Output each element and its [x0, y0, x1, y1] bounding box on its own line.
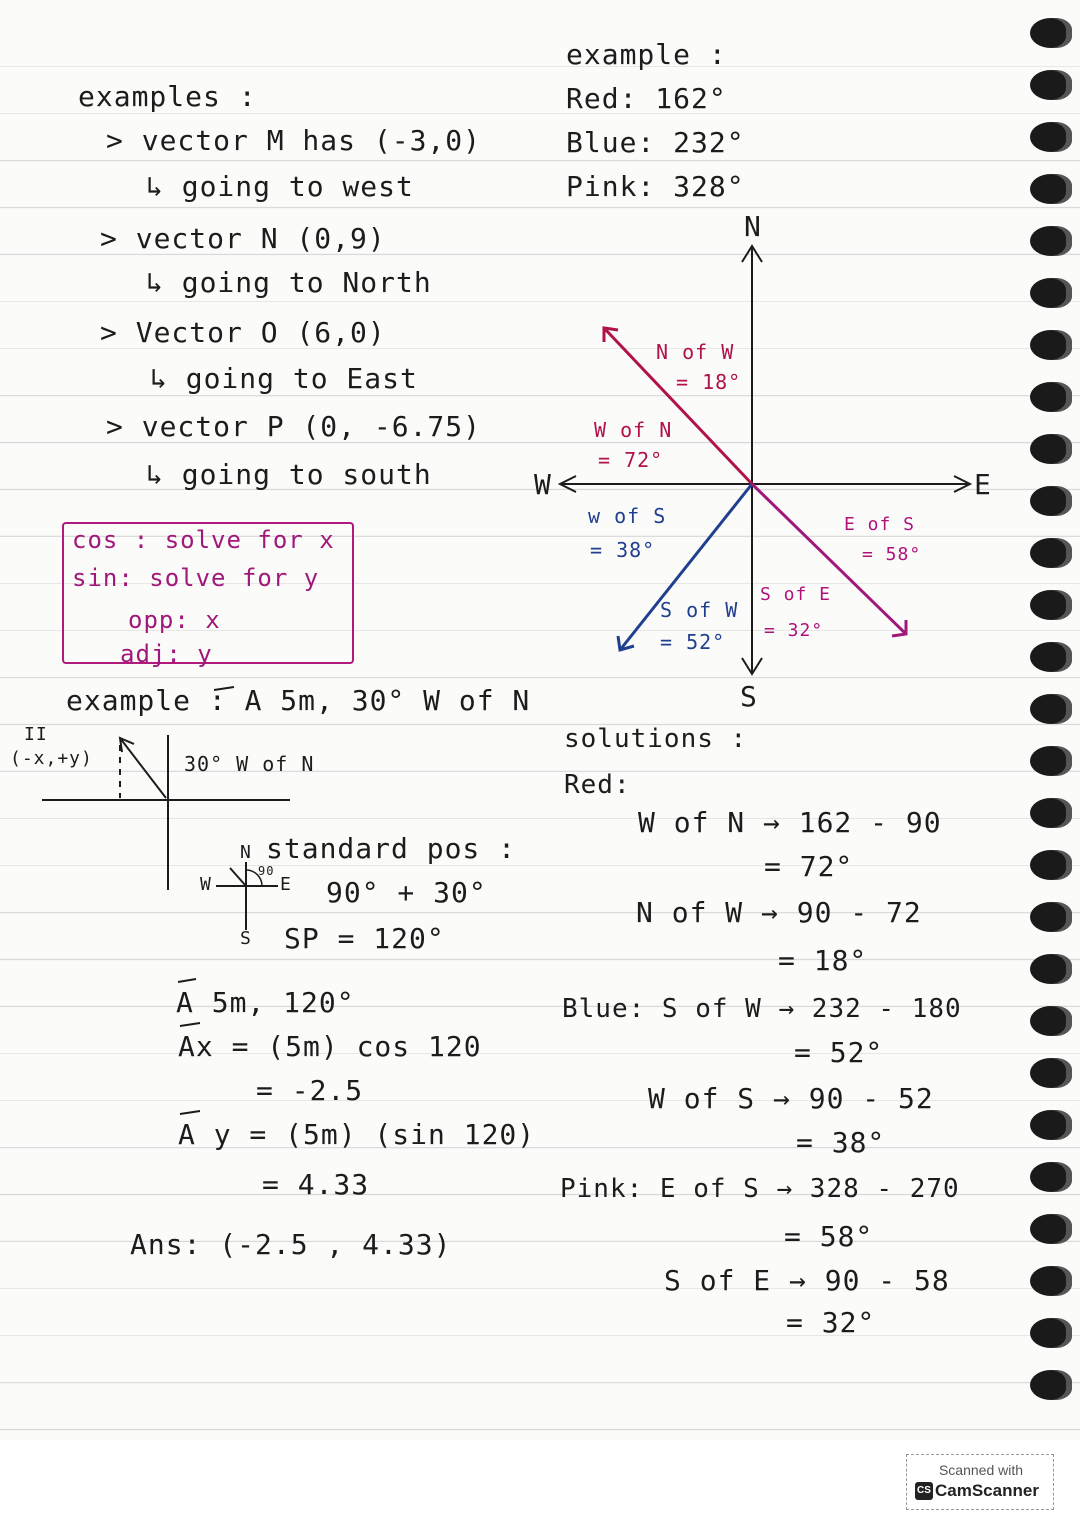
spiral-ring: [1030, 1370, 1072, 1400]
vector-p-line: > vector P (0, -6.75): [106, 410, 482, 443]
final-answer: Ans: (-2.5 , 4.33): [130, 1228, 452, 1261]
blue-solution-line4: = 38°: [796, 1126, 886, 1159]
vector-a-standard: A 5m, 120°: [176, 986, 355, 1019]
compass-s-label: S: [740, 680, 758, 713]
cos-rule: cos : solve for x: [72, 526, 335, 554]
red-solution-title: Red:: [564, 770, 631, 800]
red-solution-line2: = 72°: [764, 850, 854, 883]
mini-compass-n: N: [240, 842, 252, 863]
pink-angle-label: Pink: 328°: [566, 170, 745, 203]
red-angle-label: Red: 162°: [566, 82, 727, 115]
vector-n-direction: ↳ going to North: [146, 266, 432, 299]
mini-compass-e: E: [280, 874, 292, 895]
spiral-ring: [1030, 70, 1072, 100]
spiral-ring: [1030, 954, 1072, 984]
spiral-ring: [1030, 746, 1072, 776]
pink-solution-line4: = 32°: [786, 1306, 876, 1339]
w-of-s-label: w of S: [588, 504, 667, 528]
watermark-line2: CamScanner: [935, 1481, 1039, 1500]
spiral-ring: [1030, 1318, 1072, 1348]
standard-pos-label: standard pos :: [266, 832, 517, 865]
mini-compass-angle: 90: [258, 864, 275, 878]
pink-solution-line1: Pink: E of S → 328 - 270: [560, 1174, 960, 1204]
w-of-n-label: W of N: [594, 418, 673, 442]
vector-mark-a2: [178, 979, 196, 982]
spiral-ring: [1030, 1162, 1072, 1192]
spiral-ring: [1030, 850, 1072, 880]
ay-equation: A y = (5m) (sin 120): [178, 1118, 536, 1151]
quadrant-coords: (-x,+y): [10, 748, 93, 769]
vector-mark-a4: [180, 1111, 200, 1114]
blue-solution-line2: = 52°: [794, 1036, 884, 1069]
mini-compass-s: S: [240, 928, 252, 949]
left-vector-a: [120, 738, 166, 798]
spiral-ring: [1030, 590, 1072, 620]
e-of-s-label: E of S: [844, 514, 916, 535]
red-solution-line3: N of W → 90 - 72: [636, 896, 922, 929]
compass-e-label: E: [974, 468, 992, 501]
right-example-title: example :: [566, 38, 727, 71]
camscanner-watermark: [906, 1454, 1054, 1510]
spiral-ring: [1030, 1058, 1072, 1088]
e-of-s-value: = 58°: [862, 544, 922, 565]
red-solution-line4: = 18°: [778, 944, 868, 977]
w-of-s-value: = 38°: [590, 538, 656, 562]
w-of-n-value: = 72°: [598, 448, 664, 472]
vector-mark-a3: [180, 1023, 200, 1026]
spiral-ring: [1030, 382, 1072, 412]
ay-result: = 4.33: [262, 1168, 370, 1201]
spiral-ring: [1030, 1110, 1072, 1140]
spiral-ring: [1030, 330, 1072, 360]
spiral-binding: [1010, 0, 1080, 1440]
spiral-ring: [1030, 1266, 1072, 1296]
blue-solution-line1: Blue: S of W → 232 - 180: [562, 994, 962, 1024]
spiral-ring: [1030, 1214, 1072, 1244]
standard-position-value: SP = 120°: [284, 922, 445, 955]
vector-p-direction: ↳ going to south: [146, 458, 432, 491]
spiral-ring: [1030, 226, 1072, 256]
spiral-ring: [1030, 18, 1072, 48]
watermark-line1: Scanned with: [938, 1462, 1024, 1478]
spiral-ring: [1030, 278, 1072, 308]
vector-m-line: > vector M has (-3,0): [106, 124, 482, 157]
sin-rule: sin: solve for y: [72, 564, 320, 592]
angle-sum: 90° + 30°: [326, 876, 487, 909]
opp-rule: opp: x: [128, 606, 221, 634]
mini-compass-vector: [230, 868, 246, 886]
s-of-w-value: = 52°: [660, 630, 726, 654]
pink-solution-line2: = 58°: [784, 1220, 874, 1253]
spiral-ring: [1030, 486, 1072, 516]
spiral-ring: [1030, 434, 1072, 464]
spiral-ring: [1030, 902, 1072, 932]
vector-m-direction: ↳ going to west: [146, 170, 414, 203]
angle-note: 30° W of N: [184, 752, 315, 776]
mini-compass-w: W: [200, 874, 212, 895]
spiral-ring: [1030, 642, 1072, 672]
adj-rule: adj: y: [120, 640, 213, 668]
vector-n-line: > vector N (0,9): [100, 222, 386, 255]
quadrant-label: II: [24, 724, 48, 745]
pink-solution-line3: S of E → 90 - 58: [664, 1264, 950, 1297]
n-of-w-label: N of W: [656, 340, 735, 364]
examples-title: examples :: [78, 80, 257, 113]
compass-n-label: N: [744, 210, 762, 243]
red-solution-line1: W of N → 162 - 90: [638, 806, 942, 839]
vector-o-direction: ↳ going to East: [150, 362, 418, 395]
blue-angle-label: Blue: 232°: [566, 126, 745, 159]
example2-heading: example : A 5m, 30° W of N: [66, 684, 531, 717]
spiral-ring: [1030, 538, 1072, 568]
spiral-ring: [1030, 694, 1072, 724]
spiral-ring: [1030, 174, 1072, 204]
s-of-e-label: S of E: [760, 584, 832, 605]
ax-equation: Ax = (5m) cos 120: [178, 1030, 482, 1063]
spiral-ring: [1030, 1006, 1072, 1036]
compass-w-label: W: [534, 468, 552, 501]
s-of-e-value: = 32°: [764, 620, 824, 641]
blue-solution-line3: W of S → 90 - 52: [648, 1082, 934, 1115]
vector-o-line: > Vector O (6,0): [100, 316, 386, 349]
spiral-ring: [1030, 122, 1072, 152]
n-of-w-value: = 18°: [676, 370, 742, 394]
s-of-w-label: S of W: [660, 598, 739, 622]
solutions-title: solutions :: [564, 724, 748, 754]
spiral-ring: [1030, 798, 1072, 828]
camscanner-logo-icon: CS: [915, 1482, 933, 1500]
ax-result: = -2.5: [256, 1074, 364, 1107]
